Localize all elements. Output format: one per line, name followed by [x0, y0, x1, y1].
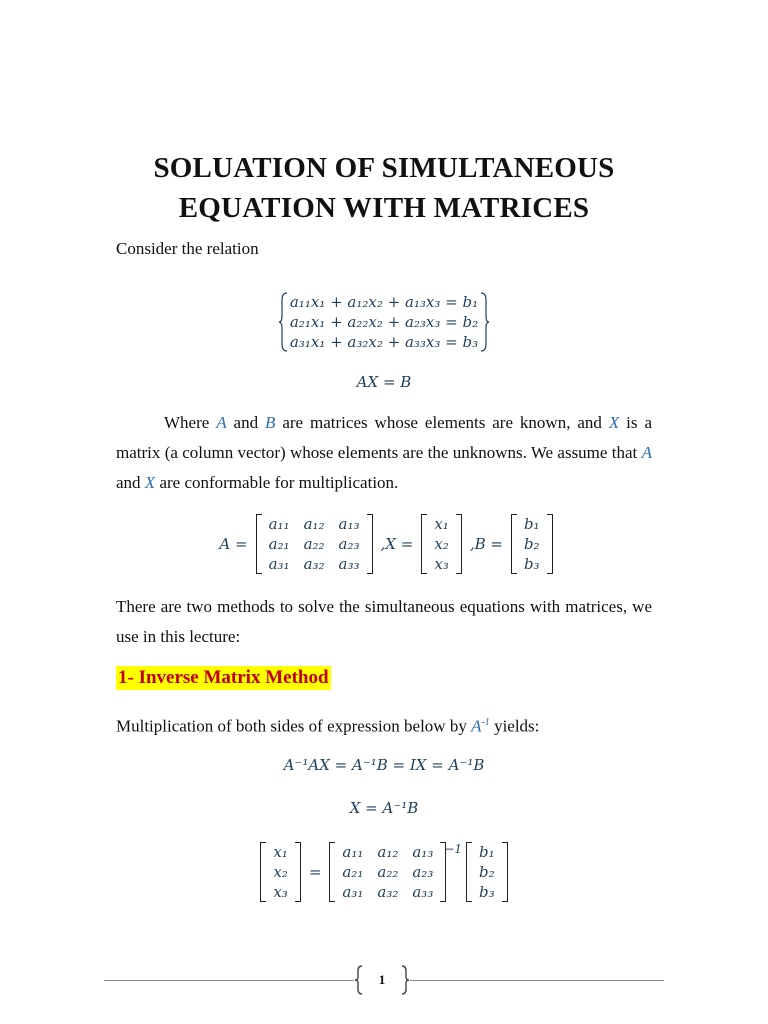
var-a-inverse: A	[471, 716, 482, 736]
matrix-cell: x₁	[434, 515, 449, 533]
matrix-cell: a₂₂	[377, 863, 399, 881]
matrix-cell: b₁	[479, 843, 495, 861]
equation-inverse: A⁻¹AX = A⁻¹B = IX = A⁻¹B	[283, 756, 485, 774]
matrix-cell: b₂	[479, 863, 495, 881]
matrix-cell: x₃	[273, 883, 288, 901]
var-x: X	[608, 413, 620, 432]
footer-rule-left	[104, 980, 354, 981]
page-title	[60, 148, 708, 228]
footer-left-brace-icon	[354, 964, 364, 996]
matrix-cell: a₁₃	[338, 515, 360, 533]
inverse-exponent: −1	[444, 842, 463, 856]
para1-text-2: and	[226, 413, 266, 432]
matrix-cell: a₂₂	[303, 535, 325, 553]
matrix-cell: x₁	[273, 843, 288, 861]
matrix-cell: a₁₁	[268, 515, 290, 533]
matrix-cell: a₃₃	[338, 555, 360, 573]
matrix-cell: a₃₂	[377, 883, 399, 901]
vector-b-final	[466, 842, 508, 902]
equation-ax-b: AX = B	[356, 373, 412, 391]
title-line-1: SOLUATION OF SIMULTANEOUS	[153, 152, 615, 184]
paragraph-methods: There are two methods to solve the simultaneous equations with matrices, we use in this lecture:	[116, 597, 652, 646]
paragraph-where	[116, 408, 652, 498]
matrix-cell: a₃₁	[342, 883, 364, 901]
para1-text-5: and	[116, 473, 145, 492]
var-a: A	[216, 413, 227, 432]
matrix-cell: b₁	[523, 515, 540, 533]
matrix-cell: a₂₃	[338, 535, 360, 553]
var-b: B	[265, 413, 276, 432]
footer-right-brace-icon	[400, 964, 410, 996]
matrix-definitions	[0, 514, 768, 574]
vector-b	[511, 514, 553, 574]
equation-solution: X = A⁻¹B	[349, 799, 419, 817]
equation-system	[0, 292, 768, 352]
para1-text-3: are matrices whose elements are known, and	[275, 413, 609, 432]
vector-x-final	[260, 842, 300, 902]
footer-rule-right	[410, 980, 664, 981]
matrix-cell: b₃	[523, 555, 540, 573]
matrix-a	[256, 514, 373, 574]
label-x-equals: ,X =	[380, 535, 414, 553]
var-a-2: A	[641, 443, 652, 462]
title-line-2: EQUATION WITH MATRICES	[178, 192, 590, 224]
matrix-cell: a₃₁	[268, 555, 290, 573]
matrix-cell: b₃	[479, 883, 495, 901]
matrix-cell: a₁₃	[412, 843, 434, 861]
page-number-text: 1	[378, 972, 386, 987]
matrix-cell: a₂₃	[412, 863, 434, 881]
para1-text-1: Where	[164, 413, 217, 432]
intro-text: Consider the relation	[116, 239, 259, 258]
system-line-1: a₁₁x₁ + a₁₂x₂ + a₁₃x₃ = b₁	[289, 293, 479, 311]
paragraph-multiplication	[116, 708, 652, 742]
vector-x	[421, 514, 461, 574]
matrix-a-final	[329, 842, 446, 902]
matrix-cell: a₁₂	[377, 843, 399, 861]
matrix-cell: x₃	[434, 555, 449, 573]
superscript-minus-one: -1	[481, 717, 490, 728]
system-line-2: a₂₁x₁ + a₂₂x₂ + a₂₃x₃ = b₂	[289, 313, 479, 331]
matrix-cell: a₃₃	[412, 883, 434, 901]
matrix-cell: x₂	[273, 863, 288, 881]
final-matrix-equation	[0, 842, 768, 902]
system-line-3: a₃₁x₁ + a₃₂x₂ + a₃₃x₃ = b₃	[289, 333, 479, 351]
matrix-cell: a₂₁	[268, 535, 290, 553]
matrix-cell: x₂	[434, 535, 449, 553]
left-brace	[278, 292, 288, 352]
section-heading-inverse-matrix: 1- Inverse Matrix Method	[118, 667, 329, 688]
equals-sign: =	[308, 863, 322, 881]
label-a-equals: A =	[219, 535, 248, 553]
label-b-equals: ,B =	[469, 535, 503, 553]
para3-text-1: Multiplication of both sides of expression below by	[116, 716, 472, 736]
matrix-cell: a₁₂	[303, 515, 325, 533]
para1-text-4: is a matrix (a column vector) whose elements are the unknowns. We assume that	[116, 413, 652, 462]
right-brace	[480, 292, 490, 352]
matrix-cell: a₂₁	[342, 863, 364, 881]
matrix-cell: b₂	[523, 535, 540, 553]
matrix-cell: a₃₂	[303, 555, 325, 573]
page-number	[354, 964, 410, 996]
para1-text-6: are conformable for multiplication.	[155, 473, 399, 492]
para3-text-2: yields:	[489, 716, 540, 736]
matrix-cell: a₁₁	[342, 843, 364, 861]
var-x-2: X	[144, 473, 156, 492]
